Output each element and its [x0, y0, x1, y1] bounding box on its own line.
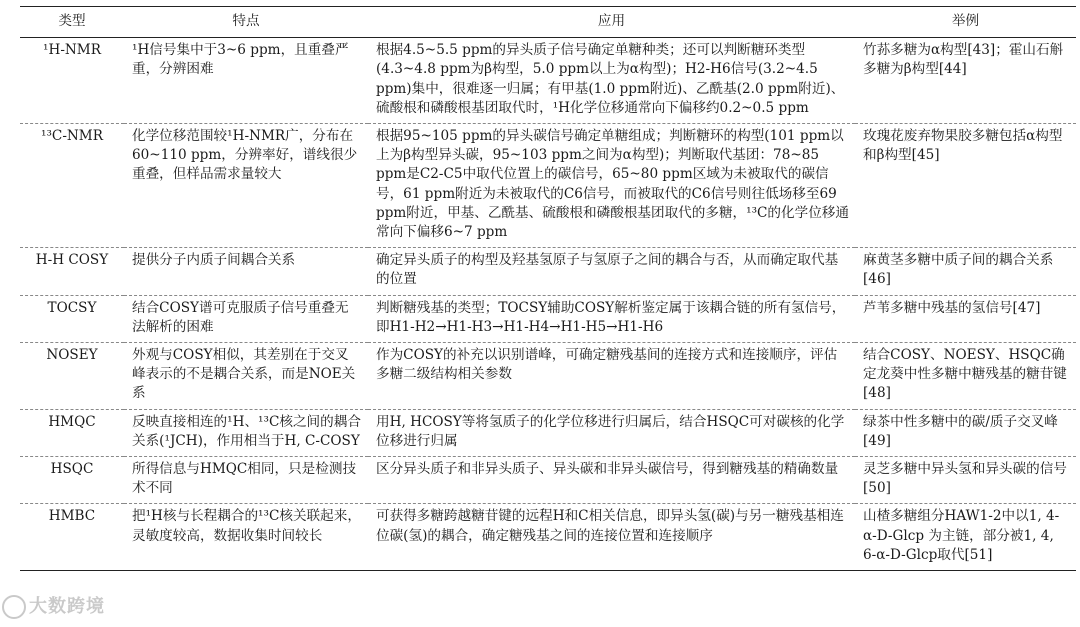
cell-feature: 反映直接相连的¹H、¹³C核之间的耦合关系(¹JCH)，作用相当于H, C-COSY: [124, 409, 368, 456]
table-row: [20, 504, 1076, 571]
watermark-text: 大数跨境: [29, 596, 105, 617]
cell-feature: 提供分子内质子间耦合关系: [124, 248, 368, 295]
table-row: [20, 409, 1076, 456]
cell-type: TOCSY: [20, 295, 124, 342]
cell-type: HMBC: [20, 504, 124, 571]
cell-example: 玫瑰花废弃物果胶多糖包括α构型和β构型[45]: [855, 124, 1076, 248]
cell-feature: ¹H信号集中于3~6 ppm，且重叠严重，分辨困难: [124, 38, 368, 124]
header-application: 应用: [368, 7, 855, 38]
table-row: [20, 124, 1076, 248]
cell-feature: 把¹H核与长程耦合的¹³C核关联起来，灵敏度较高，数据收集时间较长: [124, 504, 368, 571]
cell-application: 区分异头质子和非异头质子、异头碳和非异头碳信号，得到糖残基的精确数量: [368, 457, 855, 504]
cell-application: 根据95~105 ppm的异头碳信号确定单糖组成；判断糖环的构型(101 ppm以上为β构型异头碳，95~103 ppm之间为α构型)；判断取代基团：78~85 ppm是C2-C5中取代位置上的碳信号，65~80 ppm区域为未被取代的碳信号，61 ppm附近为未被取代的C6信号，而被取代的C6信号则往低场移至69 ppm附近，甲基、乙酰基、硫酸根和磷酸根基团取代的多糖，¹³C的化学位移通常向下偏移6~7 ppm: [368, 124, 855, 248]
cell-feature: 结合COSY谱可克服质子信号重叠无法解析的困难: [124, 295, 368, 342]
cell-application: 判断糖残基的类型；TOCSY辅助COSY解析鉴定属于该耦合链的所有氢信号，即H1-H2→H1-H3→H1-H4→H1-H5→H1-H6: [368, 295, 855, 342]
table-row: [20, 457, 1076, 504]
cell-example: 山楂多糖组分HAW1-2中以1, 4-α-D-Glcp 为主链，部分被1, 4, 6-α-D-Glcp取代[51]: [855, 504, 1076, 571]
cell-type: ¹³C-NMR: [20, 124, 124, 248]
cell-type: H-H COSY: [20, 248, 124, 295]
cell-feature: 外观与COSY相似，其差别在于交叉峰表示的不是耦合关系，而是NOE关系: [124, 343, 368, 410]
cell-type: NOSEY: [20, 343, 124, 410]
cell-example: 麻黄茎多糖中质子间的耦合关系[46]: [855, 248, 1076, 295]
table-row: [20, 295, 1076, 342]
cell-feature: 所得信息与HMQC相同，只是检测技术不同: [124, 457, 368, 504]
cell-example: 灵芝多糖中异头氢和异头碳的信号[50]: [855, 457, 1076, 504]
cell-example: 芦苇多糖中残基的氢信号[47]: [855, 295, 1076, 342]
header-feature: 特点: [124, 7, 368, 38]
watermark-logo-icon: [2, 595, 26, 619]
cell-application: 可获得多糖跨越糖苷键的远程H和C相关信息，即异头氢(碳)与另一糖残基相连位碳(氢)的耦合，确定糖残基之间的连接位置和连接顺序: [368, 504, 855, 571]
watermark: [2, 592, 105, 619]
cell-application: 根据4.5~5.5 ppm的异头质子信号确定单糖种类；还可以判断糖环类型(4.3~4.8 ppm为β构型，5.0 ppm以上为α构型)；H2-H6信号(3.2~4.5 ppm)集中，很难逐一归属；有甲基(1.0 ppm附近)、乙酰基(2.0 ppm附近)、硫酸根和磷酸根基团取代时，¹H化学位移通常向下偏移约0.2~0.5 ppm: [368, 38, 855, 124]
table-row: [20, 343, 1076, 410]
cell-application: 确定异头质子的构型及羟基氢原子与氢原子之间的耦合与否，从而确定取代基的位置: [368, 248, 855, 295]
table-header-row: [20, 7, 1076, 38]
cell-example: 绿茶中性多糖中的碳/质子交叉峰[49]: [855, 409, 1076, 456]
cell-type: HMQC: [20, 409, 124, 456]
cell-type: ¹H-NMR: [20, 38, 124, 124]
table-row: [20, 38, 1076, 124]
table-row: [20, 248, 1076, 295]
cell-example: 竹荪多糖为α构型[43]；霍山石斛多糖为β构型[44]: [855, 38, 1076, 124]
header-example: 举例: [855, 7, 1076, 38]
nmr-comparison-table: [20, 6, 1076, 571]
cell-application: 用H, HCOSY等将氢质子的化学位移进行归属后，结合HSQC可对碳核的化学位移进行归属: [368, 409, 855, 456]
cell-application: 作为COSY的补充以识别谱峰，可确定糖残基间的连接方式和连接顺序，评估多糖二级结构相关参数: [368, 343, 855, 410]
cell-feature: 化学位移范围较¹H-NMR广，分布在60~110 ppm，分辨率好，谱线很少重叠，但样品需求量较大: [124, 124, 368, 248]
header-type: 类型: [20, 7, 124, 38]
cell-type: HSQC: [20, 457, 124, 504]
cell-example: 结合COSY、NOESY、HSQC确定龙葵中性多糖中糖残基的糖苷键[48]: [855, 343, 1076, 410]
